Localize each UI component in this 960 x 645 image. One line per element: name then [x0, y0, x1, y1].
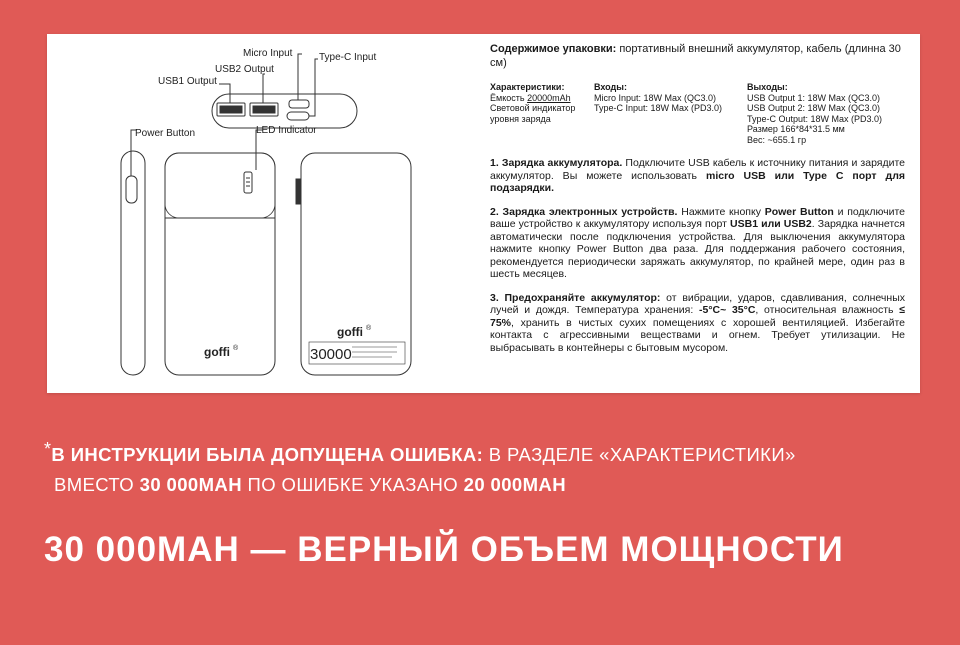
product-diagram	[47, 34, 487, 393]
type-c-port	[287, 112, 309, 120]
instruction-card	[47, 34, 920, 393]
footnote-star: *	[44, 439, 52, 459]
instruction-protection: 3. Предохраняйте аккумулятор: от вибрации, ударов, сдавливания, солнечных лучей и дождя. Температура хранения: -5°C~ 35°C, относительная влажность ≤ 75%, хранить в чистых сухих помещениях с хорошей вентиляцией. Избегайте контакта с агрессивными веществами и огнем. Требует утилизации. Не выбрасывать в контейнеры с бытовым мусором.	[490, 291, 905, 354]
instructions-text	[490, 42, 905, 365]
erratum-note: *В ИНСТРУКЦИИ БЫЛА ДОПУЩЕНА ОШИБКА: В РАЗДЕЛЕ «ХАРАКТЕРИСТИКИ» ВМЕСТО 30 000MAH ПО ОШИБКЕ УКАЗАНО 20 000MAH	[44, 439, 796, 495]
powerbank-drawing	[47, 34, 487, 393]
specs-outputs: Выходы: USB Output 1: 18W Max (QC3.0) USB Output 2: 18W Max (QC3.0) Type-C Output: 18W Max (PD3.0) Размер 166*84*31.5 мм Вес: ~655.1 гр	[747, 82, 883, 145]
side-view-body	[121, 151, 145, 375]
capacity-print: 30000	[310, 346, 352, 363]
back-brand: goffi	[337, 325, 363, 339]
label-type-c-input: Type-C Input	[319, 52, 377, 63]
specs-inputs: Входы: Micro Input: 18W Max (QC3.0) Type-C Input: 18W Max (PD3.0)	[594, 82, 723, 113]
front-view-body	[165, 153, 275, 375]
micro-port	[289, 100, 309, 108]
power-button-shape	[126, 176, 137, 203]
package-contents: Содержимое упаковки: портативный внешний аккумулятор, кабель (длинна 30 см)	[490, 43, 901, 69]
specs-table	[490, 82, 905, 145]
label-usb2-output: USB2 Output	[215, 64, 274, 75]
front-brand: goffi	[204, 345, 230, 359]
headline: 30 000MAH — ВЕРНЫЙ ОБЪЕМ МОЩНОСТИ	[44, 530, 844, 569]
front-brand-mark: ®	[233, 345, 239, 352]
label-micro-input: Micro Input	[243, 48, 293, 59]
side-button-shape	[296, 179, 301, 204]
capacity-value: 20000mAh	[527, 92, 571, 103]
specs-characteristics: Характеристики: Ёмкость 20000mAh Световой индикатор уровня заряда	[490, 82, 576, 124]
label-power-button: Power Button	[135, 128, 196, 139]
label-usb1-output: USB1 Output	[158, 76, 217, 87]
back-brand-mark: ®	[366, 325, 372, 332]
instruction-charging-battery: 1. Зарядка аккумулятора. Подключите USB кабель к источнику питания и зарядите аккумулятор. Вы можете использовать micro USB или Type C порт для подзарядки.	[490, 157, 905, 194]
instruction-charging-devices: 2. Зарядка электронных устройств. Нажмите кнопку Power Button и подключите ваше устройство к аккумулятору используя порт USB1 или USB2. Зарядка начнется автоматически после подключения устройства. Для выключения аккумулятора нажмите кнопку Power Button два раза. Для поддержания рабочего состояния, рекомендуется периодически заряжать аккумулятор, по крайней мере, один раз в шесть месяцев.	[490, 205, 905, 280]
label-led-indicator: LED Indicator	[256, 125, 317, 136]
